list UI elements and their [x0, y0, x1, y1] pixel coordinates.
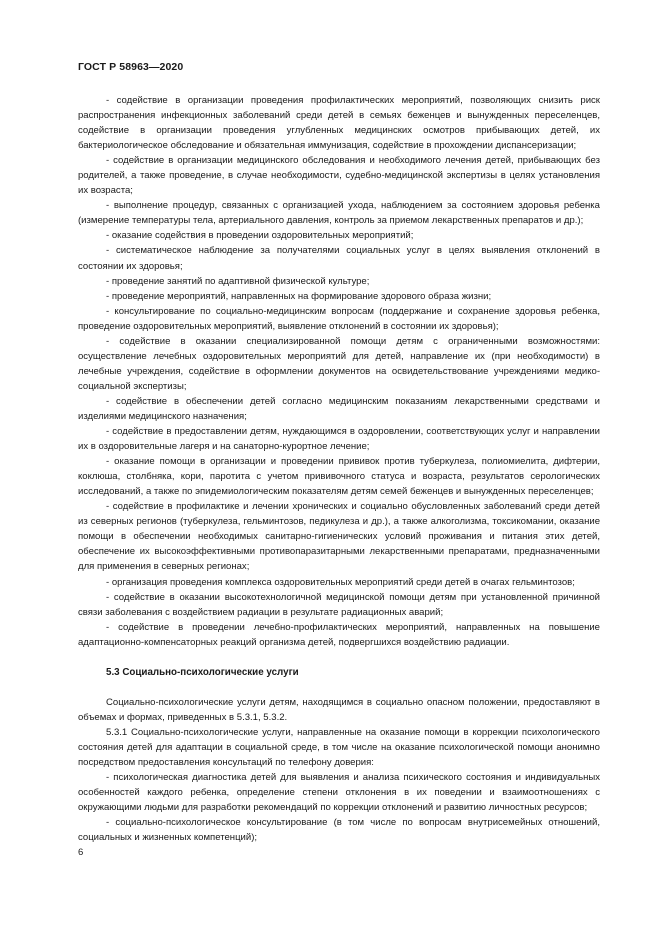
list-item: - психологическая диагностика детей для выявления и анализа психического состояния и индивидуальных особенностей каждого ребенка, определение степени отклонения в их поведении и взаимоотношениях с окружающими людьми для разработки рекомендаций по коррекции отклонений и развитию личностных ресурсов;	[78, 772, 600, 814]
document-header: ГОСТ Р 58963—2020	[78, 61, 184, 73]
page-number: 6	[78, 847, 84, 858]
list-item: - содействие в профилактике и лечении хронических и социально обусловленных заболеваний среди детей из северных регионов (туберкулеза, гельминтозов, педикулеза и др.), а также алкоголизма, токсикомании, оказание помощи в обеспечении необходимых санитарно-гигиенических условий проживания и питания этих детей, обеспечение их высокоэффективными противопаразитарными лекарственными препаратами, предназначенными для применения в северных регионах;	[78, 501, 600, 573]
list-item: - систематическое наблюдение за получателями социальных услуг в целях выявления отклонений в состоянии их здоровья;	[78, 245, 600, 272]
list-item: - организация проведения комплекса оздоровительных мероприятий среди детей в очагах гельминтозов;	[106, 576, 575, 588]
list-item: - оказание содействия в проведении оздоровительных мероприятий;	[106, 230, 414, 242]
list-item: - содействие в организации проведения профилактических мероприятий, позволяющих снизить риск распространения инфекционных заболеваний среди детей в семьях беженцев и вынужденных переселенцев, содействие в организации проведения углубленных медицинских осмотров прибывающих детей, их бактериологическое обследование и обязательная иммунизация, содействие в прохождении диспансеризации;	[78, 95, 600, 152]
list-item: - содействие в предоставлении детям, нуждающимся в оздоровлении, соответствующих услуг и направлении их в оздоровительные лагеря и на санаторно-курортное лечение;	[78, 426, 600, 453]
subsection-paragraph: 5.3.1 Социально-психологические услуги, направленные на оказание помощи в коррекции психологического состояния детей для адаптации в социальной среде, в том числе на оказание психологической помощи анонимно посредством предоставления консультаций по телефону доверия:	[78, 726, 600, 768]
list-item: - содействие в оказании высокотехнологичной медицинской помощи детям при установленной причинной связи заболевания с воздействием радиации в результате радиационных аварий;	[78, 591, 600, 618]
list-item: - содействие в организации медицинского обследования и необходимого лечения детей, прибывающих без родителей, а также проведение, в случае необходимости, судебно-медицинской экспертизы в целях установления их возраста;	[78, 155, 600, 197]
list-item: - проведение мероприятий, направленных на формирование здорового образа жизни;	[106, 290, 492, 302]
social-medical-services-list	[78, 93, 600, 650]
list-item: - содействие в оказании специализированной помощи детям с ограниченными возможностями: осуществление лечебных оздоровительных мероприятий для детей, направление их (при необходимости) в лечебные учреждения, содействие в оформлении документов на освидетельствование учреждениями медико-социальной экспертизы;	[78, 335, 600, 392]
section-heading: 5.3 Социально-психологические услуги	[106, 666, 299, 678]
list-item: - консультирование по социально-медицинским вопросам (поддержание и сохранение здоровья ребенка, проведение оздоровительных мероприятий, выявление отклонений в состоянии их здоровья);	[78, 305, 600, 332]
list-item: - содействие в обеспечении детей согласно медицинским показаниям лекарственными средствами и изделиями медицинского назначения;	[78, 395, 600, 422]
list-item: - выполнение процедур, связанных с организацией ухода, наблюдением за состоянием здоровья ребенка (измерение температуры тела, артериального давления, контроль за приемом лекарственных препаратов и др.);	[78, 200, 600, 227]
section-intro-paragraph: Социально-психологические услуги детям, находящимся в социально опасном положении, предоставляют в объемах и формах, приведенных в 5.3.1, 5.3.2.	[78, 696, 600, 723]
list-item: - социально-психологическое консультирование (в том числе по вопросам внутрисемейных отношений, социальных и жизненных компетенций);	[78, 817, 600, 844]
document-body	[78, 93, 600, 845]
list-item: - оказание помощи в организации и проведении прививок против туберкулеза, полиомиелита, дифтерии, коклюша, столбняка, кори, паротита с учетом прививочного статуса и возраста, результатов серологических исследований, а также по эпидемиологическим показателям детям семей беженцев и вынужденных переселенцев;	[78, 456, 600, 498]
list-item: - проведение занятий по адаптивной физической культуре;	[106, 275, 370, 287]
social-psychological-services-list	[78, 770, 600, 845]
list-item: - содействие в проведении лечебно-профилактических мероприятий, направленных на повышение адаптационно-компенсаторных реакций организма детей, подвергшихся воздействию радиации.	[78, 621, 600, 648]
